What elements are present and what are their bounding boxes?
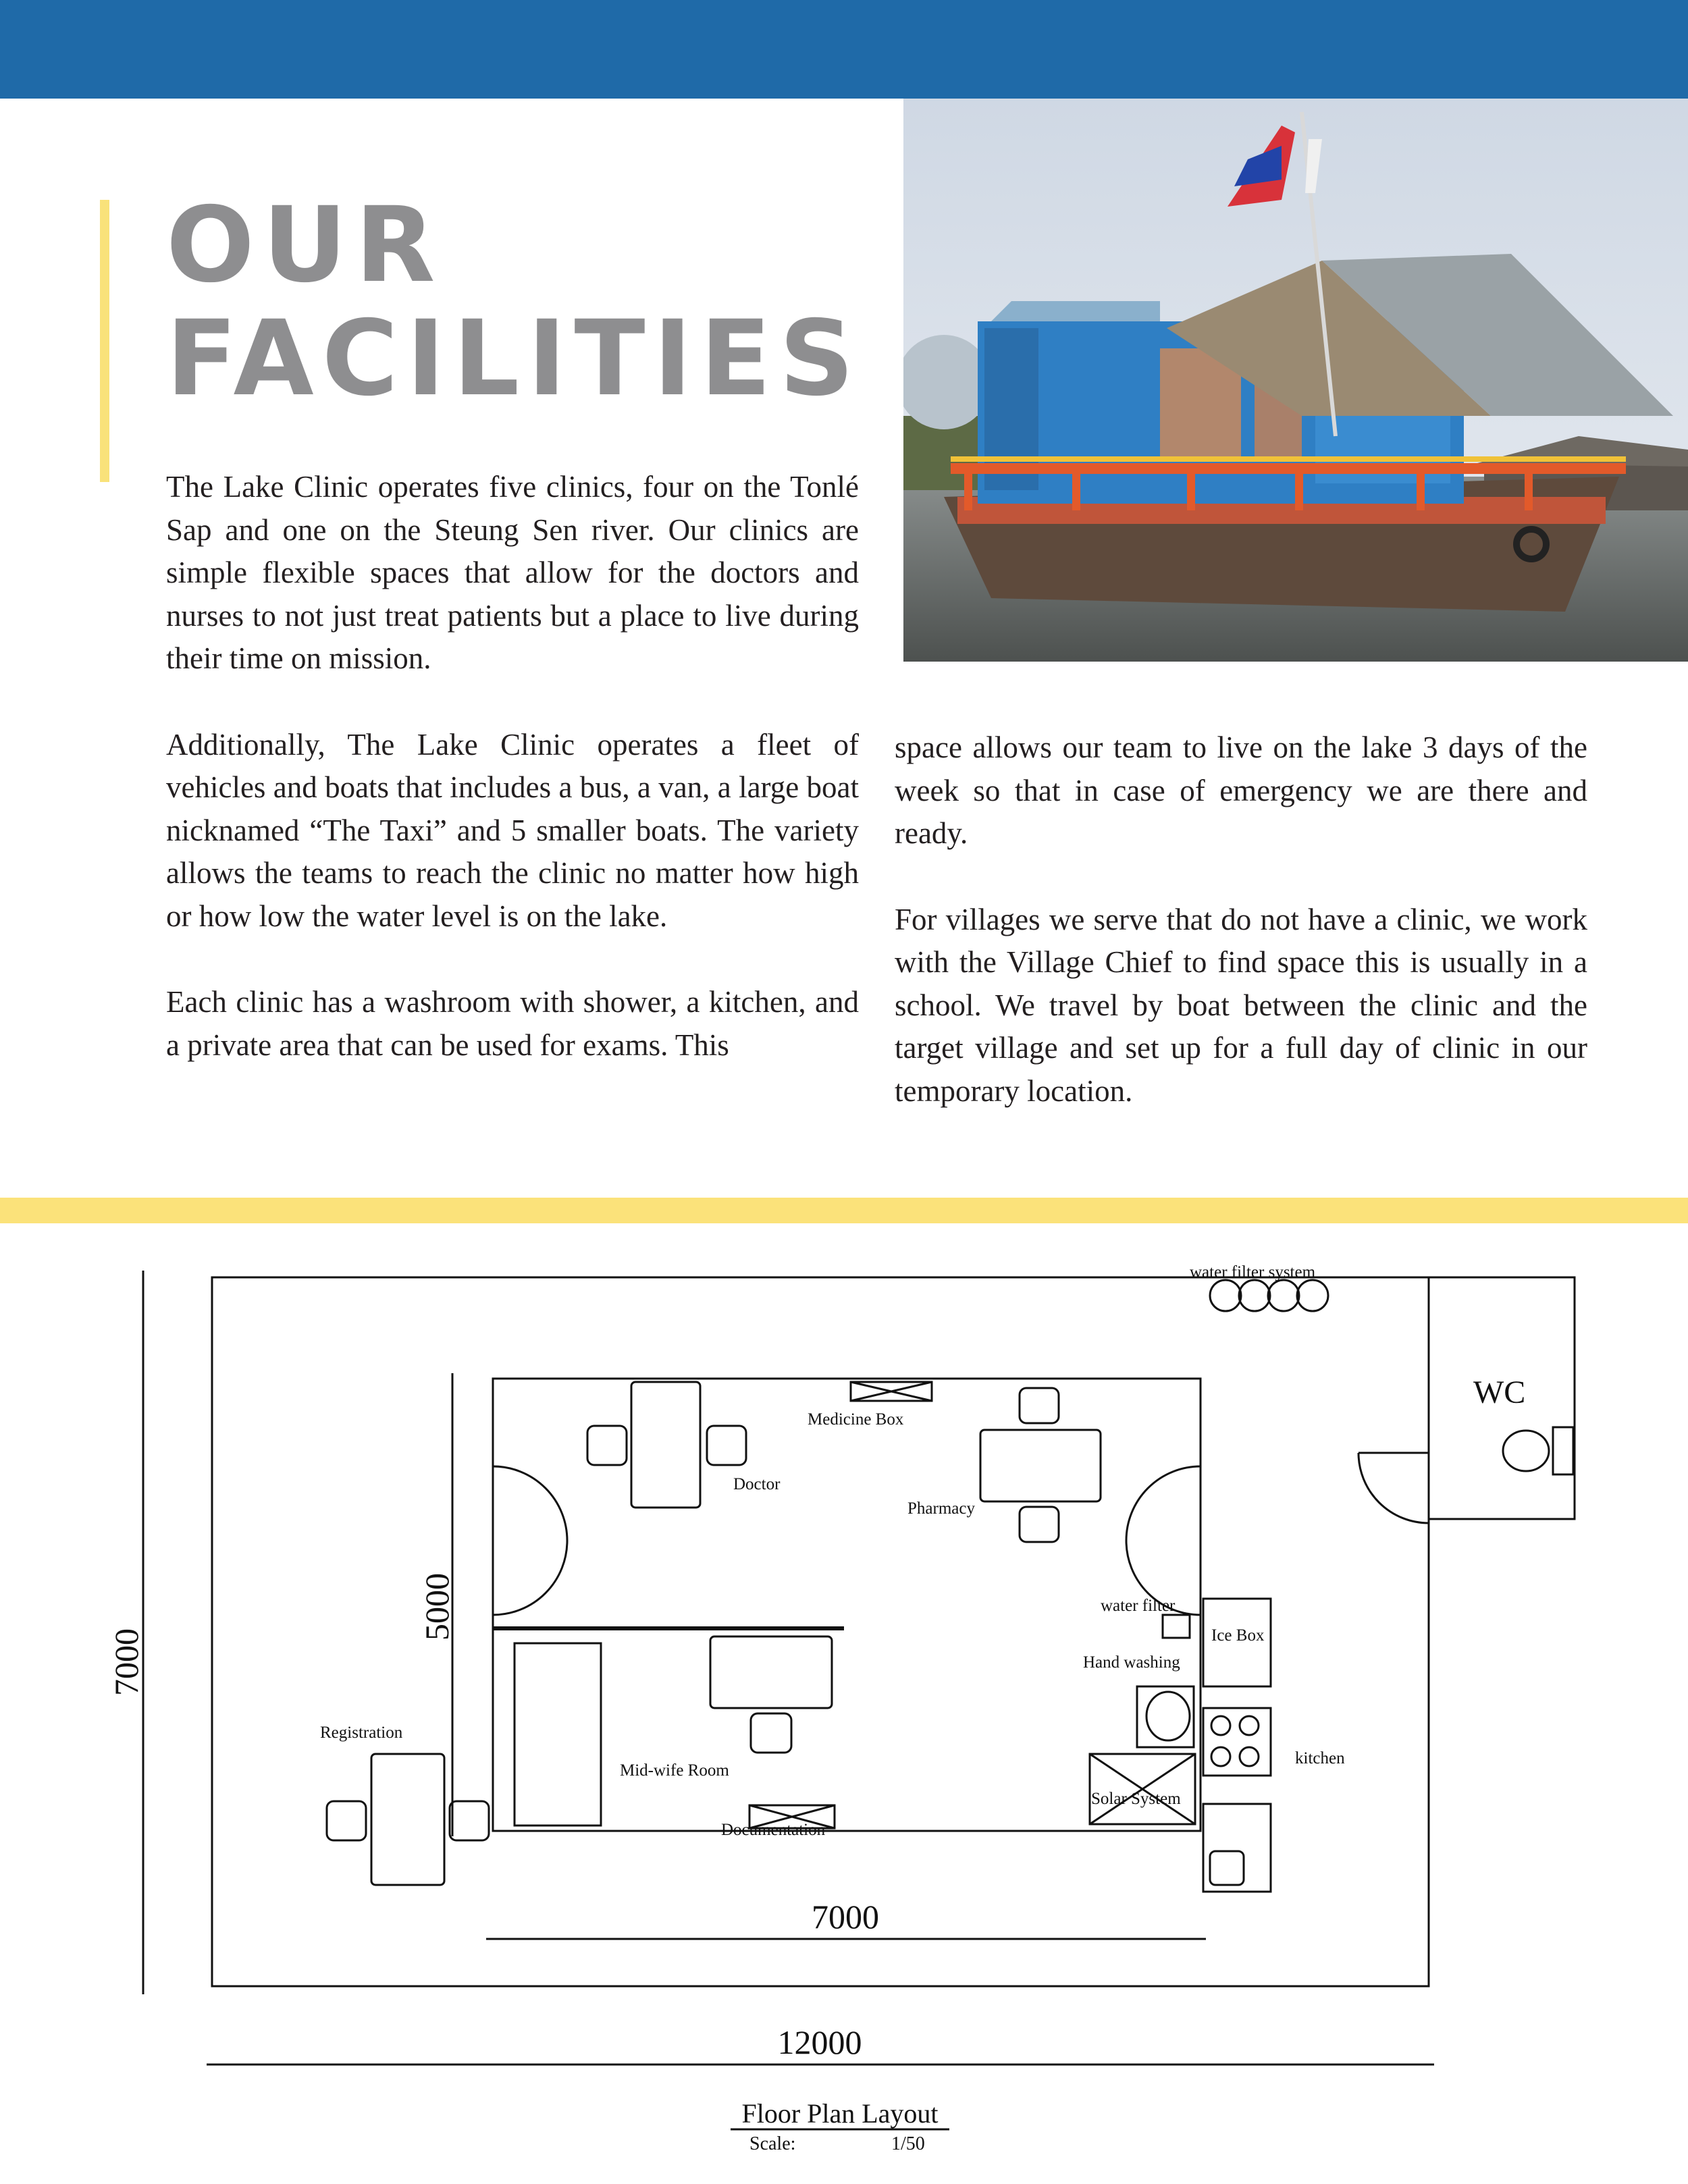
- paragraph-washroom: Each clinic has a washroom with shower, a kitchen, and a private area that can be used for exams. This: [166, 985, 859, 1062]
- heading-accent-bar: [100, 200, 109, 482]
- midwife-desk: [710, 1636, 832, 1708]
- water-filter-tank-1: [1210, 1280, 1241, 1311]
- registration-table: [371, 1754, 444, 1885]
- page-title-line-2: FACILITIES: [166, 298, 862, 419]
- label-kitchen: kitchen: [1295, 1749, 1345, 1767]
- page-title: [166, 185, 862, 419]
- floor-plan-diagram: [0, 1223, 1688, 2184]
- label-ice-box: Ice Box: [1211, 1626, 1265, 1645]
- floating-clinic-photo: [903, 99, 1688, 662]
- pharmacy-table: [980, 1430, 1101, 1501]
- text-column-left: [166, 466, 859, 1110]
- toilet-tank: [1553, 1427, 1573, 1474]
- pharmacy-chair-bottom: [1020, 1507, 1059, 1542]
- inner-building: [493, 1379, 1201, 1831]
- water-filter-unit: [1163, 1615, 1190, 1638]
- top-banner: [0, 0, 1688, 99]
- scale-value: 1/50: [891, 2133, 925, 2154]
- label-hand-washing: Hand washing: [1083, 1653, 1180, 1672]
- label-doctor: Doctor: [733, 1475, 781, 1493]
- water-filter-tank-2: [1239, 1280, 1270, 1311]
- dim-outer-height: 7000: [107, 1628, 145, 1696]
- label-pharmacy: Pharmacy: [907, 1499, 975, 1518]
- registration-chair-left: [327, 1801, 366, 1840]
- dim-inner-height: 5000: [418, 1573, 456, 1641]
- label-documentation: Documentation: [721, 1821, 826, 1839]
- paragraph-villages: For villages we serve that do not have a clinic, we work with the Village Chief to find space this is usually in a school. We travel by boat between the clinic and the target village and set up for a full day of clinic in our temporary location.: [895, 902, 1587, 1108]
- scale-label: Scale:: [749, 2133, 796, 2154]
- registration-chair-right: [450, 1801, 489, 1840]
- wc-door: [1359, 1453, 1429, 1523]
- water-filter-tank-4: [1297, 1280, 1328, 1311]
- label-medicine-box: Medicine Box: [808, 1410, 904, 1429]
- door-left-bottom: [493, 1541, 567, 1615]
- label-registration: Registration: [320, 1724, 403, 1742]
- stove: [1203, 1708, 1271, 1776]
- label-solar-system: Solar System: [1091, 1790, 1181, 1808]
- door-left-top: [493, 1466, 567, 1541]
- doctor-table: [631, 1382, 700, 1508]
- kitchen-sink: [1203, 1804, 1271, 1892]
- label-wc: WC: [1473, 1375, 1526, 1410]
- label-water-filter: water filter: [1101, 1597, 1176, 1615]
- label-water-filter-system: water filter system: [1190, 1263, 1316, 1281]
- text-column-right: [895, 726, 1587, 1156]
- doctor-chair-left: [587, 1426, 627, 1465]
- page-title-line-1: OUR: [166, 185, 444, 306]
- section-divider: [0, 1198, 1688, 1223]
- dim-inner-width: 7000: [812, 1898, 879, 1936]
- water-filter-tank-3: [1268, 1280, 1299, 1311]
- pharmacy-chair-top: [1020, 1388, 1059, 1423]
- door-right-top: [1126, 1466, 1201, 1541]
- paragraph-team-stay: space allows our team to live on the lake 3 days of the week so that in case of emergency we are there and ready.: [895, 730, 1587, 850]
- paragraph-clinics: The Lake Clinic operates five clinics, four on the Tonlé Sap and one on the Steung Sen river. Our clinics are simple flexible spaces that allow for the doctors and nurses to not just treat patients but a place to live during their time on mission.: [166, 470, 859, 675]
- floor-plan-title: Floor Plan Layout: [741, 2098, 939, 2129]
- label-midwife-room: Mid-wife Room: [620, 1761, 729, 1780]
- toilet-icon: [1503, 1431, 1549, 1471]
- midwife-chair: [751, 1713, 791, 1753]
- doctor-chair-right: [707, 1426, 746, 1465]
- paragraph-fleet: Additionally, The Lake Clinic operates a fleet of vehicles and boats that includes a bus, a van, a large boat nicknamed “The Taxi” and 5 smaller boats. The variety allows the teams to reach the clinic no matter how high or how low the water level is on the lake.: [166, 727, 859, 933]
- dim-outer-width: 12000: [777, 2023, 862, 2061]
- midwife-bed: [515, 1643, 601, 1826]
